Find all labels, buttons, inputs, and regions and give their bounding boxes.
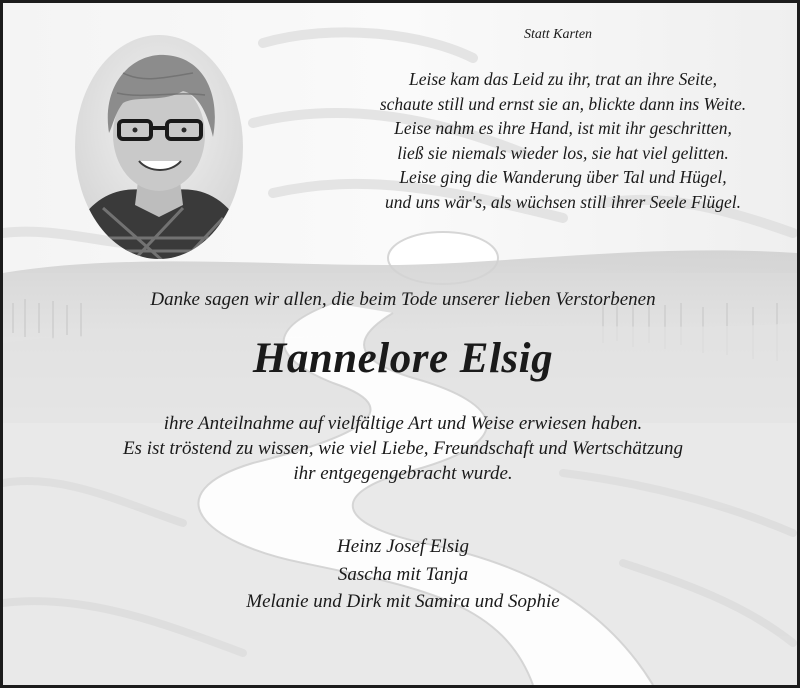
poem-line: schaute still und ernst sie an, blickte dann ins Weite. [379, 93, 747, 114]
family-name: Sascha mit Tanja [337, 563, 469, 585]
portrait-photo [73, 33, 245, 261]
family-name: Melanie und Dirk mit Samira und Sophie [246, 591, 560, 612]
poem-line: und uns wär's, als wüchsen still ihrer Seele Flügel. [385, 191, 741, 212]
poem-line: Leise nahm es ihre Hand, ist mit ihr geschritten, [394, 118, 732, 138]
message-line: Es ist tröstend zu wissen, wie viel Liebe, Freundschaft und Wertschätzung [122, 438, 684, 459]
family-name: Heinz Josef Elsig [337, 536, 469, 557]
message-line: ihre Anteilnahme auf vielfältige Art und Weise erwiesen haben. [163, 413, 643, 434]
message [23, 411, 783, 486]
thanks-line: Danke sagen wir allen, die beim Tode unserer lieben Verstorbenen [150, 289, 656, 310]
statt-karten-label: Statt Karten [523, 27, 593, 42]
poem-line: Leise kam das Leid zu ihr, trat an ihre Seite, [408, 69, 718, 89]
poem [333, 67, 793, 214]
poem-line: Leise ging die Wanderung über Tal und Hügel, [399, 167, 727, 187]
poem-line: ließ sie niemals wieder los, sie hat viel gelitten. [397, 142, 729, 163]
deceased-name: Hannelore Elsig [252, 335, 554, 382]
message-line: ihr entgegengebracht wurde. [293, 463, 513, 484]
family-signatures [23, 533, 783, 616]
